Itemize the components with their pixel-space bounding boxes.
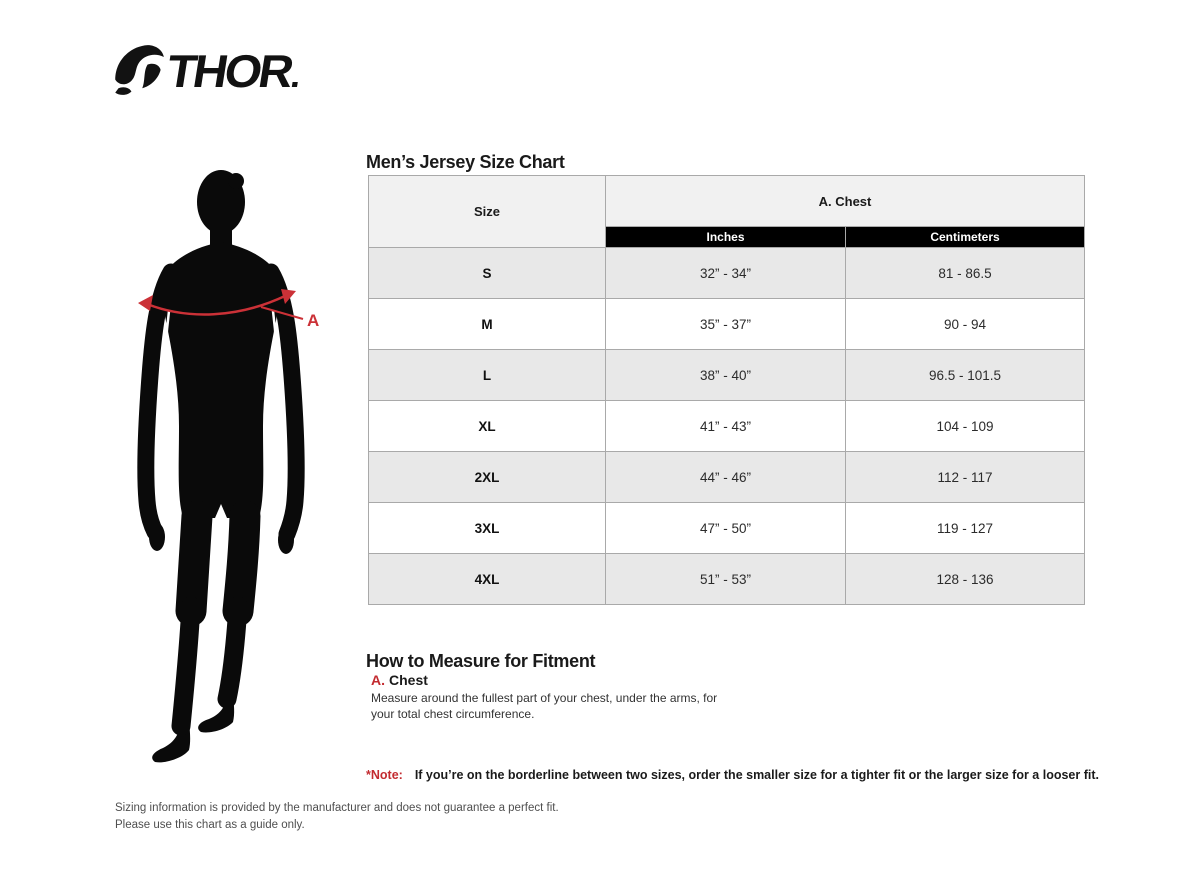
inches-value: 41” - 43” bbox=[606, 401, 846, 452]
body-silhouette-figure bbox=[133, 166, 331, 780]
centimeters-value: 81 - 86.5 bbox=[846, 248, 1085, 299]
brand-name: THOR bbox=[163, 40, 305, 102]
inches-value: 35” - 37” bbox=[606, 299, 846, 350]
disclaimer-line-2: Please use this chart as a guide only. bbox=[115, 819, 305, 832]
male-silhouette-icon bbox=[133, 166, 331, 780]
note-label: *Note: bbox=[366, 768, 403, 782]
table-row-m bbox=[369, 299, 1085, 350]
inches-value: 47” - 50” bbox=[606, 503, 846, 554]
size-chart-table bbox=[368, 175, 1085, 605]
thor-logo bbox=[112, 40, 297, 102]
chest-group-header: A. Chest bbox=[606, 176, 1085, 227]
size-label: 3XL bbox=[369, 503, 606, 554]
table-row-3xl bbox=[369, 503, 1085, 554]
size-label: 2XL bbox=[369, 452, 606, 503]
inches-value: 51” - 53” bbox=[606, 554, 846, 605]
table-row-4xl bbox=[369, 554, 1085, 605]
inches-column-header: Inches bbox=[606, 227, 846, 248]
disclaimer-footer bbox=[115, 800, 559, 835]
measure-key: A. bbox=[371, 672, 385, 688]
how-to-measure-title: How to Measure for Fitment bbox=[366, 650, 596, 671]
size-label: 4XL bbox=[369, 554, 606, 605]
disclaimer-line-1: Sizing information is provided by the manufacturer and does not guarantee a perfect fit. bbox=[115, 802, 559, 814]
table-row-l bbox=[369, 350, 1085, 401]
size-label: S bbox=[369, 248, 606, 299]
table-row-2xl bbox=[369, 452, 1085, 503]
chest-measurement-label: A bbox=[307, 311, 320, 330]
centimeters-value: 119 - 127 bbox=[846, 503, 1085, 554]
thor-goat-head-icon bbox=[112, 40, 166, 102]
centimeters-value: 96.5 - 101.5 bbox=[846, 350, 1085, 401]
centimeters-column-header: Centimeters bbox=[846, 227, 1085, 248]
inches-value: 38” - 40” bbox=[606, 350, 846, 401]
table-row-s bbox=[369, 248, 1085, 299]
size-label: M bbox=[369, 299, 606, 350]
centimeters-value: 104 - 109 bbox=[846, 401, 1085, 452]
centimeters-value: 128 - 136 bbox=[846, 554, 1085, 605]
size-column-header: Size bbox=[369, 176, 606, 248]
measure-description: Measure around the fullest part of your chest, under the arms, for your total chest circumference. bbox=[371, 691, 718, 721]
centimeters-value: 112 - 117 bbox=[846, 452, 1085, 503]
measure-name: Chest bbox=[389, 672, 428, 688]
note-text: If you’re on the borderline between two sizes, order the smaller size for a tighter fit or the larger size for a looser fit. bbox=[414, 768, 1099, 782]
table-row-xl bbox=[369, 401, 1085, 452]
size-label: XL bbox=[369, 401, 606, 452]
sizing-note bbox=[366, 768, 1099, 782]
inches-value: 32” - 34” bbox=[606, 248, 846, 299]
measure-item-chest bbox=[371, 672, 723, 723]
size-label: L bbox=[369, 350, 606, 401]
size-chart-title: Men’s Jersey Size Chart bbox=[366, 151, 565, 172]
centimeters-value: 90 - 94 bbox=[846, 299, 1085, 350]
inches-value: 44” - 46” bbox=[606, 452, 846, 503]
